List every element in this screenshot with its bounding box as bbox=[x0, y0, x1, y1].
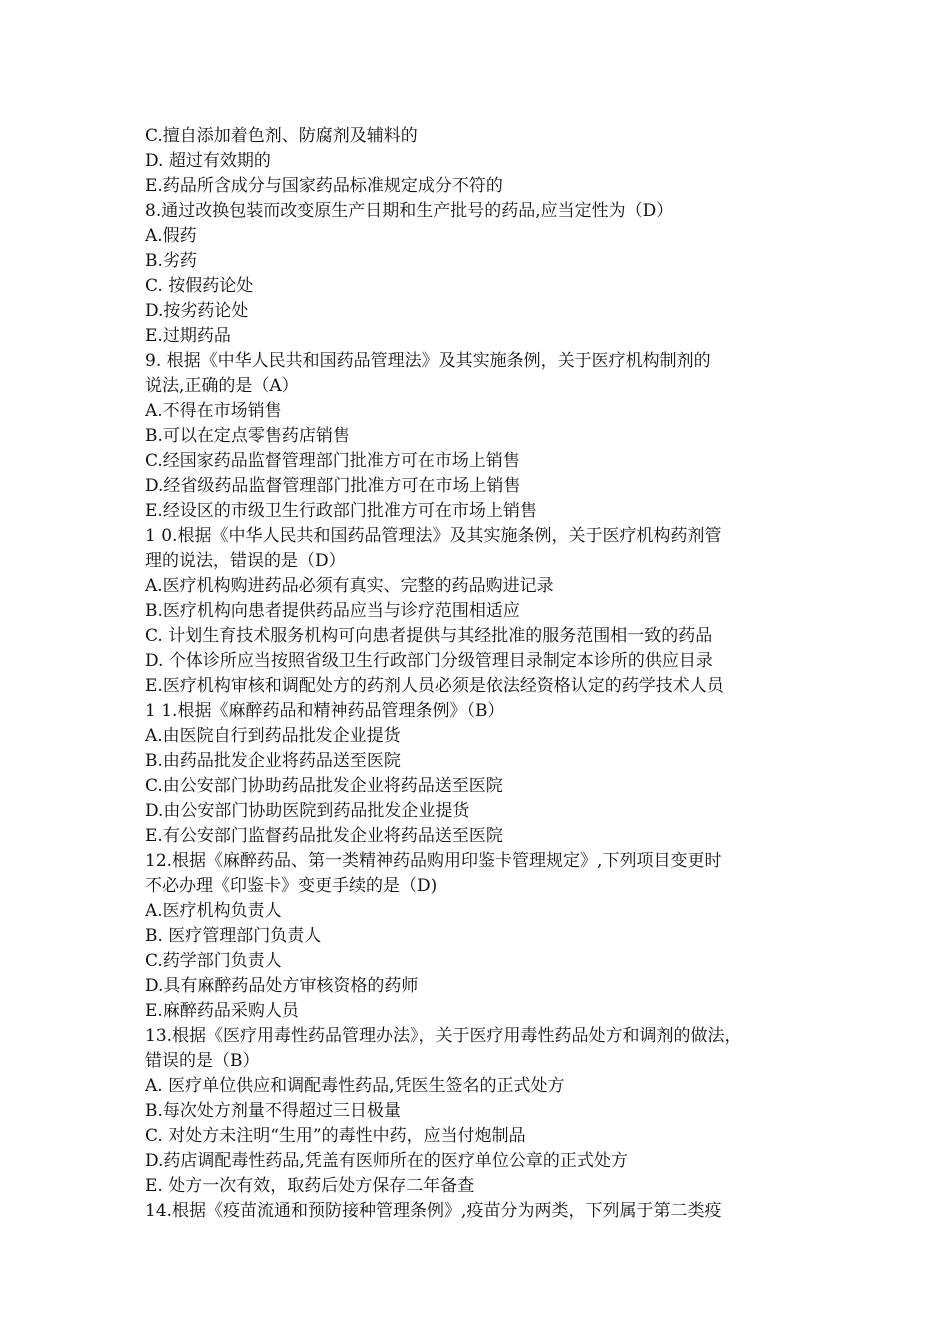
question-11-stem: 1 1.根据《麻醉药品和精神药品管理条例》（B） bbox=[145, 701, 505, 721]
option-line: B.劣药 bbox=[145, 251, 197, 271]
document-body bbox=[145, 124, 825, 1224]
option-line: C. 计划生育技术服务机构可向患者提供与其经批准的服务范围相一致的药品 bbox=[145, 626, 713, 646]
text-line: E.药品所含成分与国家药品标准规定成分不符的 bbox=[145, 176, 503, 196]
option-line: E.医疗机构审核和调配处方的药剂人员必须是依法经资格认定的药学技术人员 bbox=[145, 676, 724, 696]
question-12-stem-cont: 不必办理《印鉴卡》变更手续的是（D) bbox=[145, 876, 438, 896]
option-line: D.药店调配毒性药品,凭盖有医师所在的医疗单位公章的正式处方 bbox=[145, 1151, 628, 1171]
option-line: E.有公安部门监督药品批发企业将药品送至医院 bbox=[145, 826, 503, 846]
question-13-stem: 13.根据《医疗用毒性药品管理办法》，关于医疗用毒性药品处方和调剂的做法， bbox=[145, 1026, 742, 1046]
question-8-stem: 8.通过改换包装而改变原生产日期和生产批号的药品,应当定性为（D） bbox=[145, 201, 674, 221]
option-line: D.经省级药品监督管理部门批准方可在市场上销售 bbox=[145, 476, 521, 496]
option-line: D. 个体诊所应当按照省级卫生行政部门分级管理目录制定本诊所的供应目录 bbox=[145, 651, 713, 671]
option-line: A.医疗机构负责人 bbox=[145, 901, 282, 921]
question-13-stem-cont: 错误的是（B） bbox=[145, 1051, 260, 1071]
question-10-stem-cont: 理的说法，错误的是（D） bbox=[145, 551, 346, 571]
question-12-stem: 12.根据《麻醉药品、第一类精神药品购用印鉴卡管理规定》,下列项目变更时 bbox=[145, 851, 722, 871]
option-line: B.医疗机构向患者提供药品应当与诊疗范围相适应 bbox=[145, 601, 520, 621]
option-line: A. 医疗单位供应和调配毒性药品,凭医生签名的正式处方 bbox=[145, 1076, 565, 1096]
question-9-stem: 9. 根据《中华人民共和国药品管理法》及其实施条例，关于医疗机构制剂的 bbox=[145, 351, 711, 371]
option-line: A.不得在市场销售 bbox=[145, 401, 282, 421]
option-line: C. 按假药论处 bbox=[145, 276, 254, 296]
option-line: E.过期药品 bbox=[145, 326, 231, 346]
option-line: E.麻醉药品采购人员 bbox=[145, 1001, 299, 1021]
option-line: E.经设区的市级卫生行政部门批准方可在市场上销售 bbox=[145, 501, 537, 521]
text-line: D. 超过有效期的 bbox=[145, 151, 271, 171]
question-14-stem: 14.根据《疫苗流通和预防接种管理条例》,疫苗分为两类，下列属于第二类疫 bbox=[145, 1201, 722, 1221]
option-line: B.由药品批发企业将药品送至医院 bbox=[145, 751, 401, 771]
option-line: A.由医院自行到药品批发企业提货 bbox=[145, 726, 401, 746]
option-line: B. 医疗管理部门负责人 bbox=[145, 926, 322, 946]
question-10-stem: 1 0.根据《中华人民共和国药品管理法》及其实施条例，关于医疗机构药剂管 bbox=[145, 526, 722, 546]
option-line: D.按劣药论处 bbox=[145, 301, 249, 321]
option-line: C.经国家药品监督管理部门批准方可在市场上销售 bbox=[145, 451, 520, 471]
option-line: E. 处方一次有效，取药后处方保存二年备查 bbox=[145, 1176, 475, 1196]
option-line: C.药学部门负责人 bbox=[145, 951, 282, 971]
text-line: C.擅自添加着色剂、防腐剂及辅料的 bbox=[145, 126, 418, 146]
option-line: A.假药 bbox=[145, 226, 197, 246]
option-line: D.具有麻醉药品处方审核资格的药师 bbox=[145, 976, 419, 996]
question-9-stem-cont: 说法,正确的是（A） bbox=[145, 376, 299, 396]
option-line: C.由公安部门协助药品批发企业将药品送至医院 bbox=[145, 776, 503, 796]
option-line: A.医疗机构购进药品必须有真实、完整的药品购进记录 bbox=[145, 576, 554, 596]
option-line: B.每次处方剂量不得超过三日极量 bbox=[145, 1101, 401, 1121]
option-line: B.可以在定点零售药店销售 bbox=[145, 426, 350, 446]
option-line: C. 对处方未注明“生用”的毒性中药，应当付炮制品 bbox=[145, 1126, 526, 1146]
option-line: D.由公安部门协助医院到药品批发企业提货 bbox=[145, 801, 470, 821]
